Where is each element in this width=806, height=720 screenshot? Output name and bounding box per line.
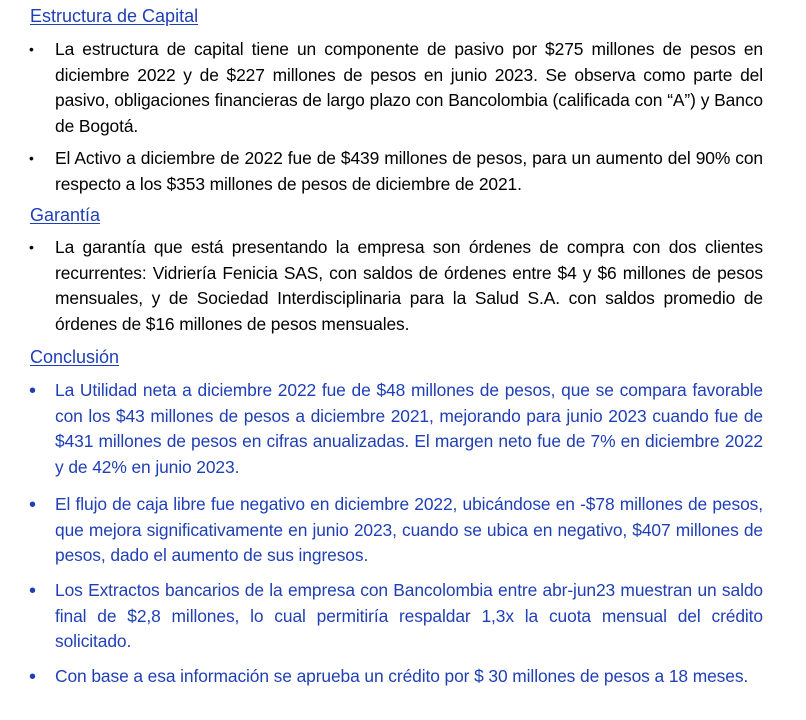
bullet-icon: •	[29, 150, 34, 166]
section-heading-garantia: Garantía	[30, 205, 101, 225]
section-heading-conclusion: Conclusión	[30, 347, 120, 367]
list-item-text: La Utilidad neta a diciembre 2022 fue de $48 millones de pesos, que se compara favorable con los $43 millones de pesos a diciembre 2021, mejorando para junio 2023 cuando fue de $431 millones de pesos en cifras anualizadas. El margen neto fue de 7% en diciembre 2022 y de 42% en junio 2023.	[55, 380, 763, 477]
list-item-text: Con base a esa información se aprueba un crédito por $ 30 millones de pesos a 18 meses.	[55, 666, 749, 686]
bullet-icon: •	[29, 494, 37, 516]
list-item-text: El Activo a diciembre de 2022 fue de $439 millones de pesos, para un aumento del 90% con respecto a los $353 millones de pesos de diciembre de 2021.	[55, 148, 763, 194]
section-heading-capital: Estructura de Capital	[30, 6, 199, 26]
list-item-text: El flujo de caja libre fue negativo en diciembre 2022, ubicándose en -$78 millones de pesos, que mejora significativamente en junio 2023, cuando se ubica en negativo, $407 millones de pesos, dado el aumento de sus ingresos.	[55, 494, 763, 565]
list-item-text: La estructura de capital tiene un componente de pasivo por $275 millones de pesos en diciembre 2022 y de $227 millones de pesos en junio 2023. Se observa como parte del pasivo, obligaciones financieras de largo plazo con Bancolombia (calificada con “A”) y Banco de Bogotá.	[55, 39, 763, 136]
bullet-icon: •	[29, 380, 37, 402]
list-item-text: Los Extractos bancarios de la empresa con Bancolombia entre abr-jun23 muestran un saldo final de $2,8 millones, lo cual permitiría respaldar 1,3x la cuota mensual del crédito solicitado.	[55, 580, 763, 651]
list-item-text: La garantía que está presentando la empresa son órdenes de compra con dos clientes recurrentes: Vidriería Fenicia SAS, con saldos de órdenes entre $4 y $6 millones de pesos mensuales, y de Sociedad Interdisciplinaria para la Salud S.A. con saldos promedio de órdenes de $16 millones de pesos mensuales.	[55, 237, 763, 334]
bullet-icon: •	[29, 666, 37, 688]
bullet-icon: •	[29, 580, 37, 602]
bullet-icon: •	[29, 41, 34, 57]
bullet-icon: •	[29, 239, 34, 255]
